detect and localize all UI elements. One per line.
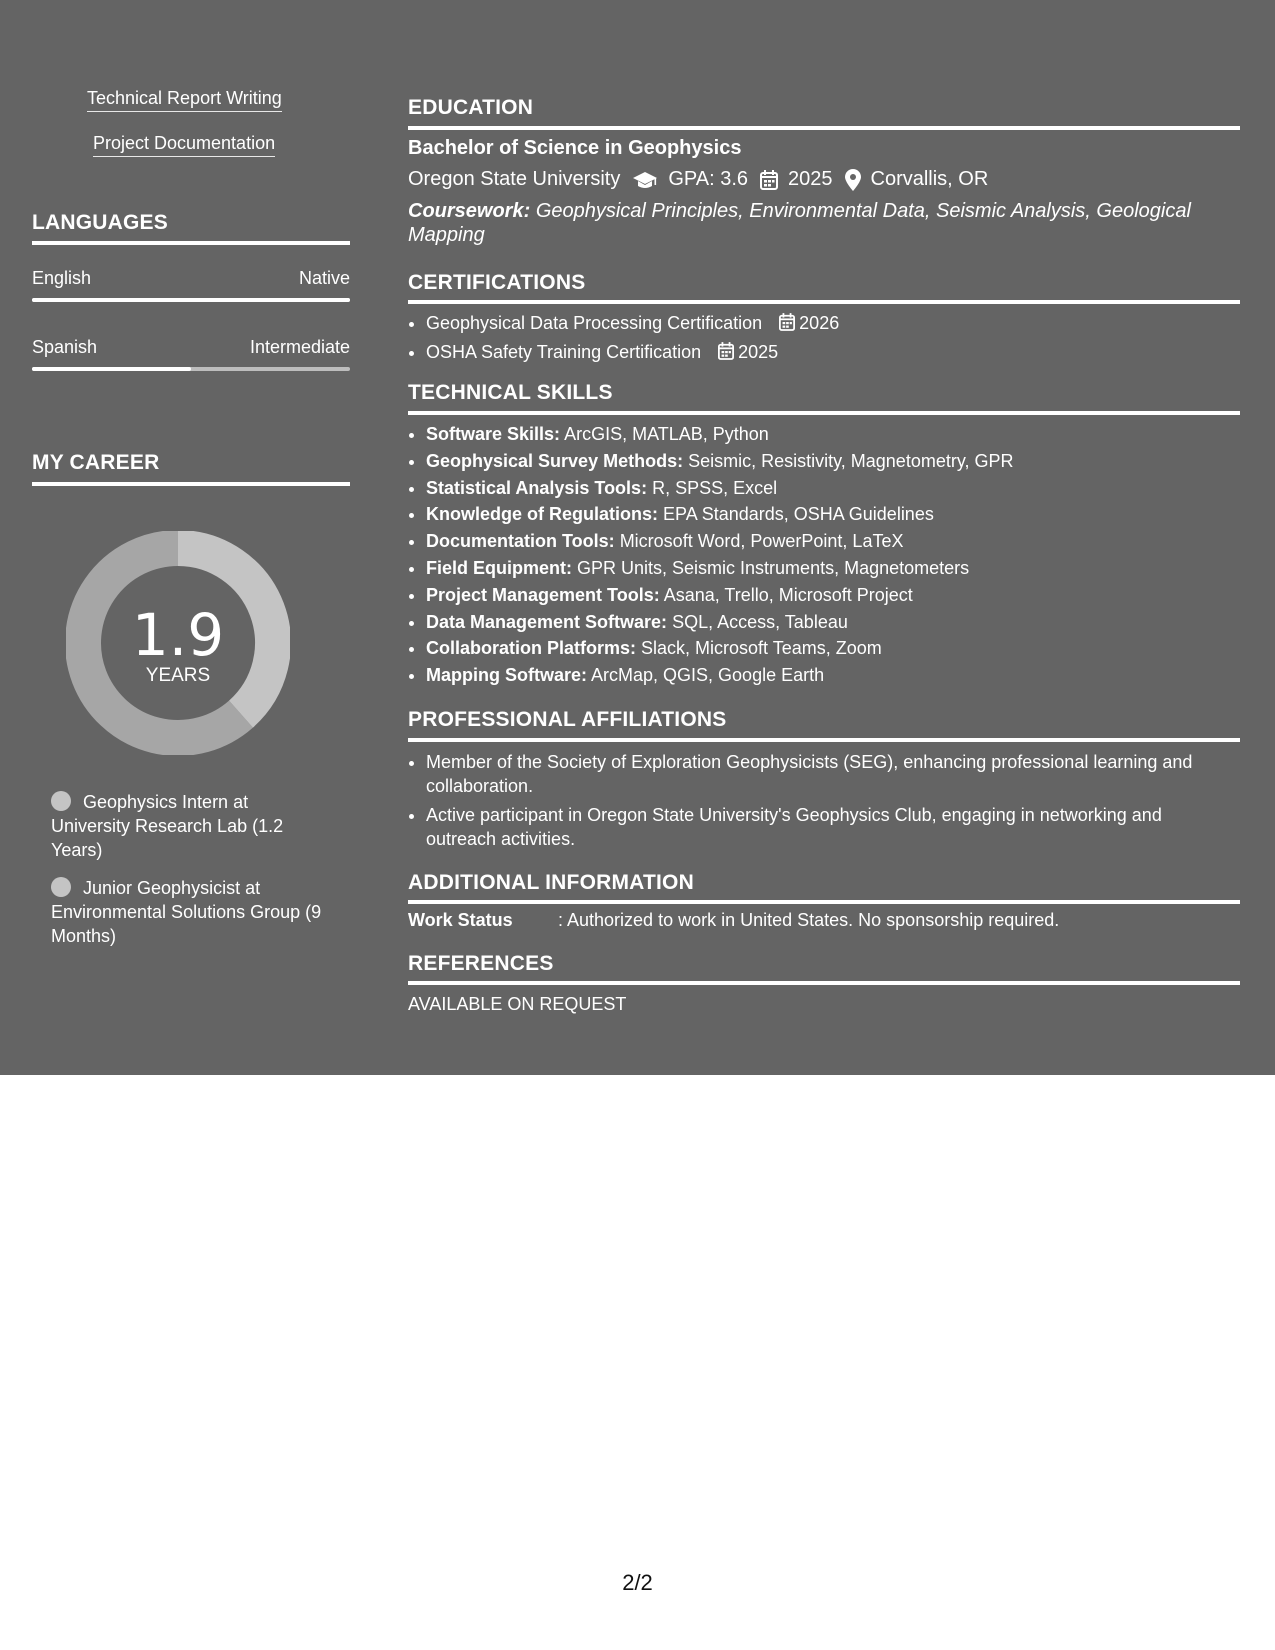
graduation-year: 2025 xyxy=(788,168,833,190)
list-item xyxy=(426,475,1014,502)
skill-tag: Technical Report Writing xyxy=(87,88,282,112)
skill-tag: Project Documentation xyxy=(93,133,275,157)
info-value: : Authorized to work in United States. No sponsorship required. xyxy=(558,910,1060,930)
degree: Bachelor of Science in Geophysics xyxy=(408,137,742,159)
skill-value: EPA Standards, OSHA Guidelines xyxy=(663,504,934,525)
skill-value: ArcMap, QGIS, Google Earth xyxy=(591,665,825,686)
map-pin-icon xyxy=(845,169,861,191)
skill-label: Collaboration Platforms: xyxy=(426,638,637,659)
section-rule xyxy=(32,482,350,486)
technical-skills-title: TECHNICAL SKILLS xyxy=(408,381,613,404)
language-bar xyxy=(32,298,350,302)
skill-label: Software Skills: xyxy=(426,424,561,444)
references-title: REFERENCES xyxy=(408,952,554,975)
calendar-icon xyxy=(718,341,734,368)
certification-year: 2026 xyxy=(799,313,840,333)
list-item xyxy=(426,555,1014,582)
list-item xyxy=(426,501,1014,528)
list-item xyxy=(426,528,1014,555)
section-rule xyxy=(408,900,1240,904)
references-text: AVAILABLE ON REQUEST xyxy=(408,994,627,1014)
skill-label: Data Management Software: xyxy=(426,611,668,632)
location: Corvallis, OR xyxy=(870,168,989,190)
language-bar-fill xyxy=(32,298,350,302)
skill-label: Statistical Analysis Tools: xyxy=(426,477,648,498)
calendar-icon xyxy=(760,170,778,190)
list-item xyxy=(426,635,1014,662)
section-rule xyxy=(408,738,1240,742)
language-bar xyxy=(32,367,350,371)
list-item xyxy=(426,448,1014,475)
info-key: Work Status xyxy=(408,910,513,930)
gpa: GPA: 3.6 xyxy=(668,168,748,190)
certification-name: Geophysical Data Processing Certification xyxy=(426,313,763,333)
technical-skills-list xyxy=(408,421,1014,689)
languages-title: LANGUAGES xyxy=(32,211,168,234)
skill-value: SQL, Access, Tableau xyxy=(672,611,848,632)
skill-label: Geophysical Survey Methods: xyxy=(426,450,684,471)
list-item xyxy=(426,609,1014,636)
section-rule xyxy=(408,411,1240,415)
section-rule xyxy=(408,300,1240,304)
education-title: EDUCATION xyxy=(408,96,534,119)
skill-label: Documentation Tools: xyxy=(426,531,615,552)
affiliations-list xyxy=(408,750,1226,856)
career-item xyxy=(51,876,331,948)
bullet-dot-icon xyxy=(51,877,71,897)
career-item-label: Geophysics Intern at University Research Lab (1.2 Years) xyxy=(51,792,284,860)
language-bar-fill xyxy=(32,367,191,371)
list-item xyxy=(426,582,1014,609)
career-item xyxy=(51,790,331,862)
career-title: MY CAREER xyxy=(32,451,160,474)
skill-label: Mapping Software: xyxy=(426,665,587,686)
list-item: • Active participant in Oregon State University's Geophysics Club, engaging in networking and outreach activities. xyxy=(426,803,1226,851)
skill-value: R, SPSS, Excel xyxy=(652,477,778,498)
coursework xyxy=(408,199,1228,247)
bullet-dot-icon xyxy=(51,791,71,811)
additional-info-title: ADDITIONAL INFORMATION xyxy=(408,871,694,894)
certifications-title: CERTIFICATIONS xyxy=(408,271,586,294)
skill-value: Microsoft Word, PowerPoint, LaTeX xyxy=(619,531,904,552)
skill-value: Slack, Microsoft Teams, Zoom xyxy=(641,638,882,659)
school-name: Oregon State University xyxy=(408,168,621,190)
graduation-cap-icon xyxy=(632,170,658,190)
language-level: Intermediate xyxy=(249,337,350,357)
list-item xyxy=(426,310,839,339)
list-item xyxy=(426,662,1014,689)
skill-label: Knowledge of Regulations: xyxy=(426,504,658,525)
affiliations-title: PROFESSIONAL AFFILIATIONS xyxy=(408,708,727,731)
section-rule xyxy=(408,126,1240,130)
career-total-value: 1.9 xyxy=(131,601,225,669)
skill-value: GPR Units, Seismic Instruments, Magnetometers xyxy=(577,557,970,578)
page-number: 2/2 xyxy=(622,1570,653,1595)
list-item: • Member of the Society of Exploration Geophysicists (SEG), enhancing professional learning and collaboration. xyxy=(426,750,1226,798)
skill-value: Seismic, Resistivity, Magnetometry, GPR xyxy=(688,450,1014,471)
language-name: English xyxy=(32,268,92,288)
calendar-icon xyxy=(779,312,795,339)
skill-value: Asana, Trello, Microsoft Project xyxy=(663,584,913,605)
certification-name: OSHA Safety Training Certification xyxy=(426,342,702,362)
education-meta xyxy=(408,168,988,191)
certification-year: 2025 xyxy=(738,342,779,362)
career-total-unit: YEARS xyxy=(145,665,211,686)
section-rule xyxy=(32,241,350,245)
skill-label: Project Management Tools: xyxy=(426,584,660,605)
skill-label: Field Equipment: xyxy=(426,557,572,578)
coursework-list: Geophysical Principles, Environmental Data, Seismic Analysis, Geological Mapping xyxy=(408,200,1191,246)
list-item xyxy=(426,421,1014,448)
career-item-label: Junior Geophysicist at Environmental Solutions Group (9 Months) xyxy=(51,878,322,946)
skill-value: ArcGIS, MATLAB, Python xyxy=(564,424,769,444)
language-name: Spanish xyxy=(32,337,98,357)
career-donut-chart xyxy=(66,531,290,755)
coursework-label: Coursework: xyxy=(408,200,531,222)
language-level: Native xyxy=(298,268,350,288)
section-rule xyxy=(408,981,1240,985)
list-item xyxy=(426,339,839,368)
certifications-list xyxy=(408,310,839,368)
